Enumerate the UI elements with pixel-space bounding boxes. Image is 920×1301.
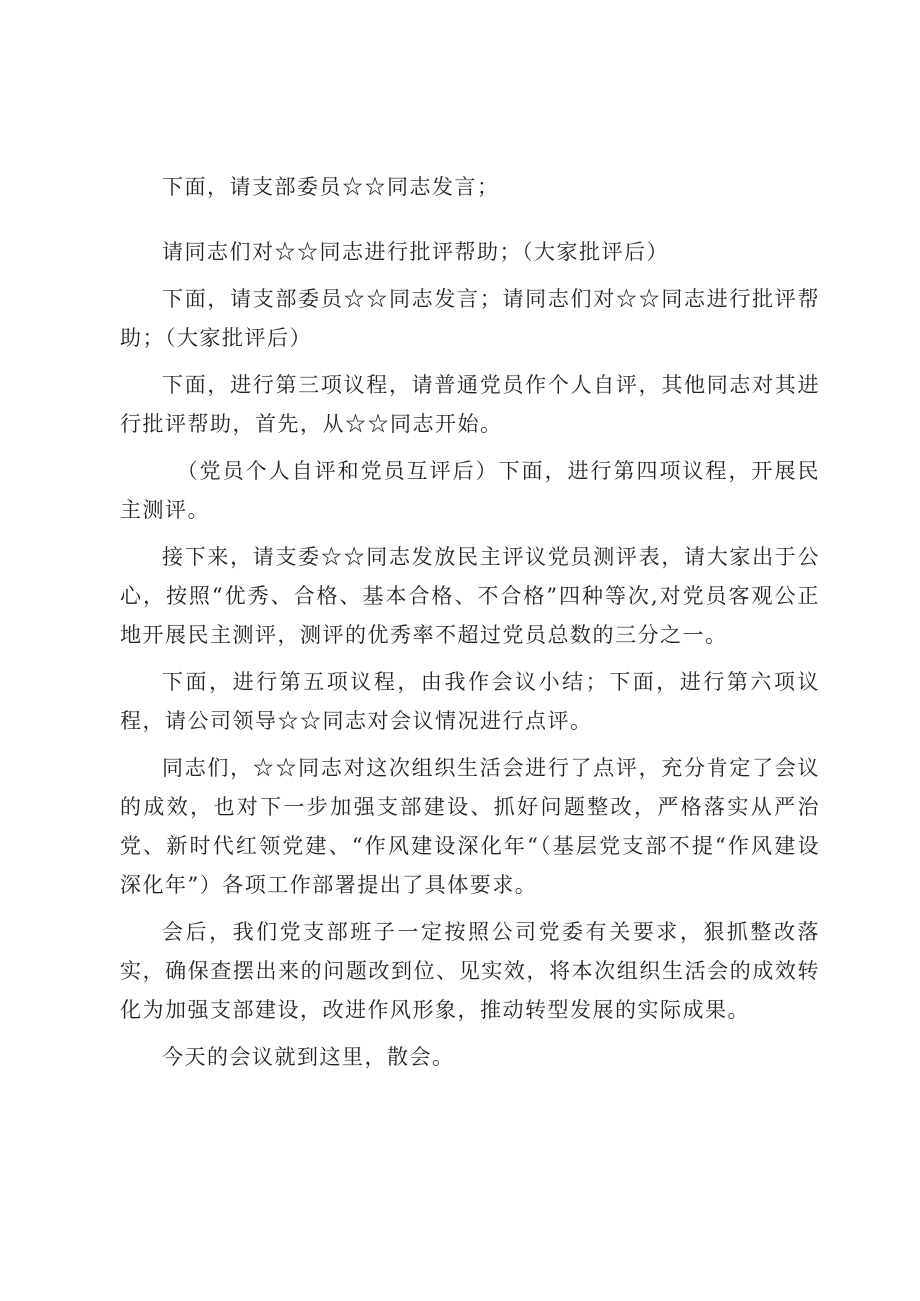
paragraph-3: 下面，请支部委员☆☆同志发言；请同志们对☆☆同志进行批评帮助；（大家批评后） <box>120 287 820 350</box>
paragraph-10: 今天的会议就到这里，散会。 <box>162 1045 455 1069</box>
document-body <box>120 168 820 1077</box>
paragraph-9: 会后，我们党支部班子一定按照公司党委有关要求，狠抓整改落实，确保查摆出来的问题改到位、见实效，将本次组织生活会的成效转化为加强支部建设，改进作风形象，推动转型发展的实际成果。 <box>120 920 820 1022</box>
paragraph-5: （党员个人自评和党员互评后）下面，进行第四项议程，开展民主测评。 <box>120 459 820 522</box>
paragraph-7: 下面，进行第五项议程，由我作会议小结；下面，进行第六项议程，请公司领导☆☆同志对会议情况进行点评。 <box>120 670 820 733</box>
paragraph-1: 下面，请支部委员☆☆同志发言； <box>162 175 500 199</box>
paragraph-8: 同志们，☆☆同志对这次组织生活会进行了点评，充分肯定了会议的成效，也对下一步加强支部建设、抓好问题整改，严格落实从严治党、新时代红领党建、“作风建设深化年“（基层党支部不提“作风建设深化年”）各项工作部署提出了具体要求。 <box>120 756 820 897</box>
paragraph-4: 下面，进行第三项议程，请普通党员作个人自评，其他同志对其进行批评帮助，首先，从☆☆同志开始。 <box>120 373 820 436</box>
paragraph-2: 请同志们对☆☆同志进行批评帮助；（大家批评后） <box>162 240 669 264</box>
paragraph-6: 接下来，请支委☆☆同志发放民主评议党员测评表，请大家出于公心，按照“优秀、合格、基本合格、不合格”四种等次,对党员客观公正地开展民主测评，测评的优秀率不超过党员总数的三分之一。 <box>120 545 820 647</box>
